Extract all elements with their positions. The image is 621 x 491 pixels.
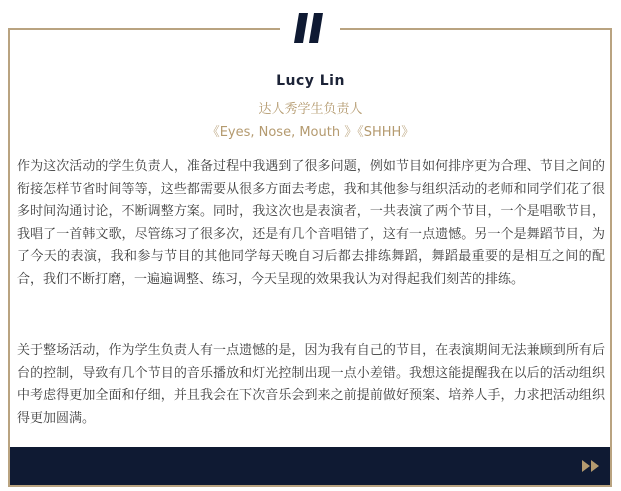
body-paragraph: 关于整场活动，作为学生负责人有一点遗憾的是，因为我有自己的节目，在表演期间无法兼顾到所有后台的控制，导致有几个节目的音乐播放和灯光控制出现一点小差错。我想这能提醒我在以后的活动组织中考虑得更加全面和仔细，并且我会在下次音乐会到来之前提前做好预案、培养人手，力求把活动组织得更加圆满。 [17,343,605,426]
double-quote-icon [293,11,327,45]
performance-titles: 《Eyes, Nose, Mouth 》《SHHH》 [206,125,415,140]
body-paragraph: 作为这次活动的学生负责人，准备过程中我遇到了很多问题，例如节目如何排序更为合理、节目之间的衔接怎样节省时间等等，这些都需要从很多方面去考虑，我和其他参与组织活动的老师和同学们花了很多时间沟通讨论，不断调整方案。同时，我这次也是表演者，一共表演了两个节目，一个是唱歌节目，我唱了一首韩文歌，尽管练习了很多次，还是有几个音唱错了，这有一点遗憾。另一个是舞蹈节目，为了今天的表演，我和参与节目的其他同学每天晚自习后都去排练舞蹈，舞蹈最重要的是相互之间的配合，我们不断打磨，一遍遍调整、练习，今天呈现的效果我认为对得起我们刻苦的排练。 [17,159,605,287]
footer-bar [10,447,610,485]
double-chevron-right-icon[interactable] [582,460,600,472]
person-role: 达人秀学生负责人 [258,102,363,117]
person-name: Lucy Lin [276,73,345,89]
quote-badge [280,6,340,50]
